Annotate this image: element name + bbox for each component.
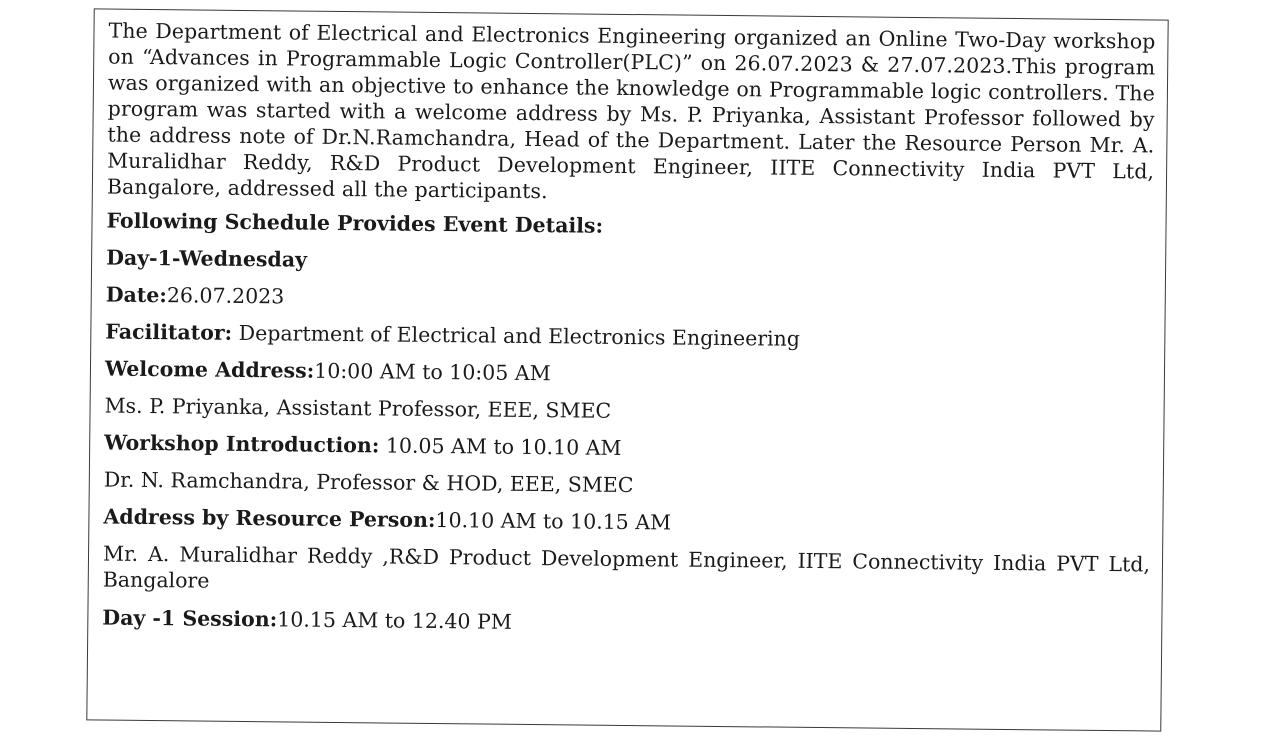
welcome-time: 10:00 AM to 10:05 AM <box>314 358 551 386</box>
document-page <box>86 8 1168 731</box>
introduction-line <box>104 430 1151 467</box>
resource-address-time: 10.10 AM to 10.15 AM <box>435 507 672 535</box>
resource-address-label: Address by Resource Person: <box>103 504 436 532</box>
facilitator-label: Facilitator: <box>105 319 233 345</box>
resource-speaker: Mr. A. Muralidhar Reddy ,R&D Product Development Engineer, IITE Connectivity India PVT Ltd, Bangalore <box>102 541 1151 593</box>
schedule-heading: Following Schedule Provides Event Details: <box>106 208 604 238</box>
introduction-label: Workshop Introduction: <box>104 430 380 458</box>
resource-address-line <box>103 504 1150 541</box>
intro-paragraph: The Department of Electrical and Electronics Engineering organized an Online Two-Day workshop on “Advances in Programmable Logic Controller(PLC)” on 26.07.2023 & 27.07.2023.This program was organized with an objective to enhance the knowledge on Programmable logic controllers. The program was started with a welcome address by Ms. P. Priyanka, Assistant Professor followed by the address note of Dr.N.Ramchandra, Head of the Department. Later the Resource Person Mr. A. Muralidhar Reddy, R&D Product Development Engineer, IITE Connectivity India PVT Ltd, Bangalore, addressed all the participants. <box>106 18 1156 204</box>
introduction-speaker: Dr. N. Ramchandra, Professor & HOD, EEE, SMEC <box>103 467 634 498</box>
date-value: 26.07.2023 <box>166 283 285 309</box>
date-label: Date: <box>105 282 168 308</box>
session-time: 10.15 AM to 12.40 PM <box>277 607 512 634</box>
welcome-line <box>105 356 1152 393</box>
session-line <box>102 605 1149 642</box>
date-line <box>106 282 1153 319</box>
welcome-label: Welcome Address: <box>104 356 315 383</box>
session-label: Day -1 Session: <box>102 605 278 632</box>
facilitator-line <box>105 319 1152 356</box>
welcome-speaker: Ms. P. Priyanka, Assistant Professor, EEE, SMEC <box>104 393 612 423</box>
day-heading: Day-1-Wednesday <box>106 245 308 272</box>
introduction-time: 10.05 AM to 10.10 AM <box>379 433 622 460</box>
document-content <box>102 18 1155 653</box>
facilitator-value: Department of Electrical and Electronics Engineering <box>232 320 801 351</box>
